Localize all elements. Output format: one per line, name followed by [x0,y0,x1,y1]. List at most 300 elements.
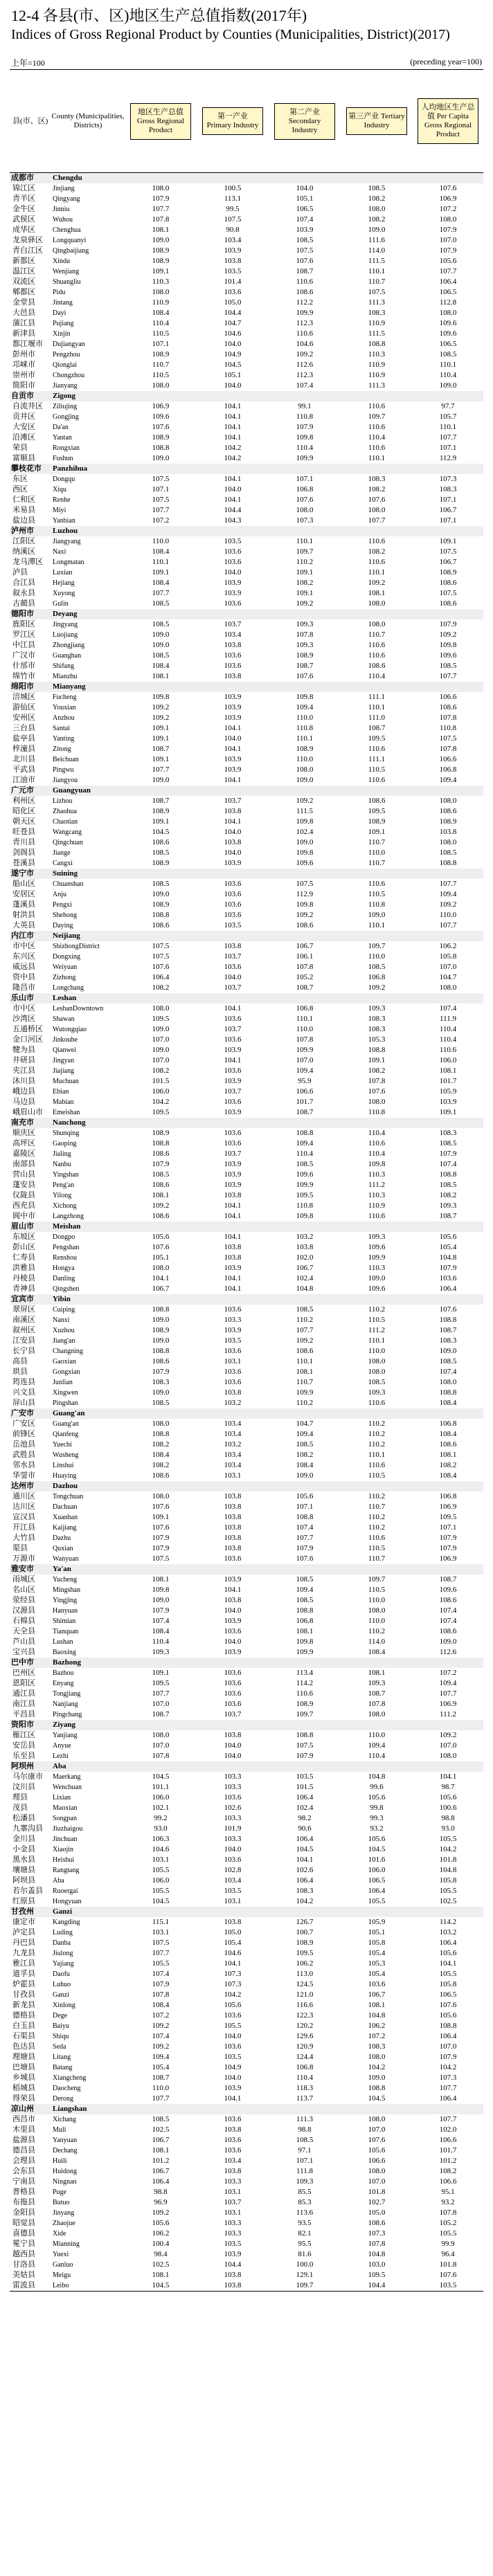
primary-value: 103.9 [224,1170,242,1179]
table-row [10,453,483,464]
percap-value: 112.6 [439,1648,457,1656]
secondary-value: 113.4 [296,1669,314,1677]
county-name-en: Da'an [53,424,69,431]
primary-value: 104.1 [224,817,242,826]
grp-value: 108.0 [152,1264,170,1272]
grp-value: 105.6 [152,1233,170,1241]
secondary-value: 110.8 [296,1201,314,1210]
grp-value: 106.7 [152,1285,170,1293]
table-row [10,1460,483,1471]
group-name-cn: 泸州市 [10,526,51,536]
tertiary-value: 110.2 [368,1523,386,1532]
primary-value: 103.8 [224,2167,242,2175]
percap-value: 107.5 [439,589,457,597]
secondary-value: 106.4 [296,1876,314,1885]
header-percap-label: 人均地区生产总值 Per Capita Gross Regional Product [418,98,478,144]
grp-value: 109.8 [152,1586,170,1594]
secondary-value: 109.8 [296,817,314,826]
tertiary-value: 104.8 [368,2011,386,2020]
table-row [10,983,483,993]
tertiary-value: 110.9 [368,319,386,327]
percap-value: 108.5 [439,1357,457,1366]
grp-value: 108.5 [152,1399,170,1407]
county-name-cn: 简阳市 [12,381,35,390]
percap-value: 107.7 [439,267,457,275]
tertiary-value: 107.0 [368,2177,386,2186]
tertiary-value: 108.0 [368,1357,386,1366]
county-name-cn: 米易县 [12,506,35,514]
county-name-en: Shawan [53,1015,75,1023]
county-name-cn: 雨城区 [12,1575,35,1584]
tertiary-value: 108.3 [368,2042,386,2051]
table-row [10,1305,483,1315]
county-name-cn: 甘孜县 [12,1990,35,1999]
county-name-cn: 大竹县 [12,1534,35,1542]
primary-value: 103.6 [224,1679,242,1687]
secondary-value: 112.9 [296,890,314,898]
table-row [10,858,483,869]
county-name-cn: 大英县 [12,921,35,929]
secondary-value: 107.1 [296,1503,314,1511]
grp-value: 107.4 [152,1617,170,1625]
table-row [10,713,483,723]
secondary-value: 106.8 [296,485,314,493]
table-row [10,1357,483,1367]
secondary-value: 110.0 [296,755,314,763]
tertiary-value: 108.2 [368,485,386,493]
primary-value: 103.8 [224,1731,242,1739]
group-row [10,526,483,536]
secondary-value: 109.6 [296,1170,314,1179]
tertiary-value: 110.1 [368,568,386,577]
county-name-en: Qingbaijiang [53,247,89,255]
table-row [10,848,483,858]
tertiary-value: 111.1 [368,755,385,763]
primary-value: 103.9 [224,714,242,722]
secondary-value: 93.5 [298,2219,312,2227]
group-name-en: Luzhou [51,526,483,536]
header-tertiary [341,70,413,173]
grp-value: 109.0 [152,1316,170,1324]
tertiary-value: 110.3 [368,1170,386,1179]
primary-value: 103.6 [224,1554,242,1563]
county-name-en: Jinchuan [53,1835,78,1843]
county-name-en: Jiang'an [53,1337,75,1345]
tertiary-value: 109.2 [368,983,386,992]
county-name-cn: 江安县 [12,1336,35,1345]
county-name-cn: 石棉县 [12,1617,35,1625]
secondary-value: 109.9 [296,454,314,462]
county-name-en: Baoxing [53,1649,76,1656]
table-row [10,817,483,827]
grp-value: 107.6 [152,1523,170,1532]
tertiary-value: 110.3 [368,350,386,359]
secondary-value: 107.9 [296,1752,314,1760]
group-row [10,1481,483,1491]
table-row [10,1045,483,1055]
primary-value: 104.0 [224,2032,242,2040]
county-name-en: Lezhi [53,1752,69,1760]
primary-value: 103.8 [224,1513,242,1521]
county-name-en: Xuanhan [53,1514,78,1521]
primary-value: 103.6 [224,2115,242,2123]
secondary-value: 109.4 [296,1586,314,1594]
tertiary-value: 105.3 [368,1959,386,1968]
grp-value: 106.4 [152,2177,170,2186]
percap-value: 106.9 [439,1554,457,1563]
county-name-en: Jinyang [53,2209,75,2217]
table-row [10,2135,483,2146]
indices-table [10,69,483,2292]
table-row [10,1865,483,1876]
table-row [10,578,483,588]
grp-value: 108.1 [152,1575,170,1584]
county-name-cn: 盐亭县 [12,734,35,743]
table-row [10,2177,483,2187]
primary-value: 104.1 [224,412,242,421]
table-row [10,588,483,599]
grp-value: 115.1 [152,1918,170,1926]
county-name-en: Beichuan [53,756,79,763]
county-name-cn: 西区 [12,485,28,493]
primary-value: 103.6 [224,2042,242,2051]
county-name-cn: 威远县 [12,963,35,971]
county-name-en: Rongxian [53,444,80,452]
county-name-en: Wuhou [53,216,73,224]
tertiary-value: 108.6 [368,2219,386,2227]
tertiary-value: 110.6 [368,641,386,649]
county-name-cn: 汉源县 [12,1606,35,1615]
table-row [10,484,483,495]
secondary-value: 108.0 [296,765,314,774]
county-name-en: Shimian [53,1617,76,1625]
table-row [10,941,483,952]
table-row [10,1678,483,1689]
table-row [10,1575,483,1585]
county-name-cn: 华蓥市 [12,1471,35,1480]
tertiary-value: 111.0 [368,714,385,722]
percap-value: 104.1 [439,1772,457,1781]
table-row [10,1844,483,1855]
primary-value: 103.8 [224,1243,242,1251]
county-name-en: Yanbian [53,517,75,525]
table-row [10,1097,483,1107]
secondary-value: 100.0 [296,2260,314,2269]
grp-value: 107.9 [152,1534,170,1542]
group-name-cn: 攀枝花市 [10,464,51,474]
secondary-value: 107.9 [296,1544,314,1552]
table-row [10,1554,483,1564]
primary-value: 103.8 [224,672,242,680]
county-name-en: Santai [53,725,70,732]
county-name-en: Danba [53,1939,71,1947]
county-name-en: Pengzhou [53,351,80,359]
secondary-value: 124.4 [296,2053,314,2061]
county-name-cn: 宣汉县 [12,1513,35,1521]
tertiary-value: 109.5 [368,734,386,743]
tertiary-value: 111.5 [368,257,385,265]
table-row [10,360,483,370]
county-name-cn: 金口河区 [12,1035,43,1044]
primary-value: 103.7 [224,983,242,992]
county-name-cn: 西昌市 [12,2115,35,2123]
percap-value: 105.8 [439,1980,457,1988]
grp-value: 103.1 [152,1928,170,1936]
county-name-cn: 筠连县 [12,1378,35,1386]
primary-value: 104.1 [224,1004,242,1013]
group-name-cn: 广安市 [10,1408,51,1419]
percap-value: 105.6 [439,1949,457,1957]
county-name-cn: 成华区 [12,226,35,234]
grp-value: 110.5 [152,329,170,338]
grp-value: 108.6 [152,838,170,846]
county-name-cn: 阿坝县 [12,1876,35,1885]
primary-value: 104.0 [224,485,242,493]
county-name-en: Rangtang [53,1867,80,1874]
table-row [10,1876,483,1886]
primary-value: 103.6 [224,1368,242,1376]
primary-value: 103.4 [224,1876,242,1885]
secondary-value: 102.4 [296,1804,314,1812]
secondary-value: 111.3 [296,2115,313,2123]
percap-value: 108.1 [439,1451,457,1459]
county-name-en: Miyi [53,507,66,514]
county-name-en: Daofu [53,1970,70,1978]
tertiary-value: 109.7 [368,942,386,950]
county-name-cn: 温江区 [12,267,35,275]
county-name-en: Jinniu [53,206,70,213]
primary-value: 103.4 [224,1430,242,1438]
percap-value: 108.6 [439,599,457,608]
county-name-en: Xuyong [53,590,75,597]
county-name-en: Tongjiang [53,1690,81,1698]
percap-value: 106.7 [439,558,457,566]
grp-value: 108.9 [152,859,170,867]
table-row [10,495,483,505]
table-row [10,1533,483,1543]
tertiary-value: 110.5 [368,765,386,774]
county-name-en: Luhuo [53,1981,71,1988]
secondary-value: 105.2 [296,973,314,981]
county-name-cn: 巴塘县 [12,2063,35,2071]
tertiary-value: 108.3 [368,1025,386,1033]
county-name-en: Shiqu [53,2033,69,2040]
county-name-cn: 炉霍县 [12,1980,35,1988]
secondary-value: 108.8 [296,1606,314,1615]
county-name-en: Xiangcheng [53,2074,87,2082]
tertiary-value: 108.3 [368,309,386,317]
header-county-en [51,70,125,173]
county-name-cn: 江油市 [12,776,35,784]
primary-value: 103.6 [224,1129,242,1137]
county-name-en: Hejiang [53,579,75,587]
tertiary-value: 106.8 [368,973,386,981]
percap-value: 108.8 [439,2022,457,2030]
header-secondary-label: 第二产业 Secondary Industry [274,103,335,140]
group-row [10,1564,483,1575]
table-row [10,827,483,837]
primary-value: 105.5 [224,2022,242,2030]
county-name-en: Anju [53,891,66,898]
grp-value: 108.6 [152,1150,170,1158]
county-name-en: Lixian [53,1794,71,1802]
percap-value: 110.1 [439,423,457,431]
primary-value: 107.3 [224,1980,242,1988]
county-name-cn: 金堂县 [12,298,35,307]
secondary-value: 109.4 [296,1067,314,1075]
county-name-cn: 金阳县 [12,2208,35,2217]
secondary-value: 108.4 [296,1461,314,1469]
primary-value: 103.6 [224,1627,242,1635]
table-row [10,1076,483,1087]
table-row [10,1211,483,1222]
tertiary-value: 110.4 [368,1752,386,1760]
secondary-value: 108.8 [296,1731,314,1739]
county-name-en: Litang [53,2053,71,2061]
county-name-cn: 松潘县 [12,1814,35,1822]
county-name-en: Shuangliu [53,278,81,286]
percap-value: 106.6 [439,2136,457,2144]
primary-value: 104.0 [224,568,242,577]
tertiary-value: 107.8 [368,2240,386,2248]
grp-value: 110.7 [152,361,170,369]
percap-value: 107.9 [439,1544,457,1552]
secondary-value: 85.3 [298,2198,312,2206]
grp-value: 109.2 [152,2042,170,2051]
primary-value: 103.5 [224,1887,242,1895]
primary-value: 103.6 [224,1378,242,1386]
primary-value: 104.1 [224,1285,242,1293]
county-name-en: Chenghua [53,226,81,234]
primary-value: 103.9 [224,1326,242,1334]
tertiary-value: 99.3 [370,1814,384,1822]
primary-value: 103.9 [224,2250,242,2258]
percap-value: 108.3 [439,1129,457,1137]
county-name-en: Luojiang [53,631,78,639]
secondary-value: 108.1 [296,1368,314,1376]
secondary-value: 105.1 [296,194,314,203]
table-row [10,1637,483,1647]
tertiary-value: 104.4 [341,2280,413,2292]
tertiary-value: 109.7 [368,412,386,421]
secondary-value: 109.2 [296,797,314,805]
grp-value: 104.2 [152,1098,170,1106]
table-row [10,2021,483,2031]
secondary-value: 110.0 [296,1025,314,1033]
grp-value: 108.2 [152,1440,170,1449]
primary-value: 103.8 [197,2280,269,2292]
county-name-en: LeshanDowntown [53,1005,104,1013]
primary-value: 104.1 [224,433,242,442]
table-row [10,754,483,765]
percap-value: 107.2 [439,1669,457,1677]
grp-value: 106.0 [152,1087,170,1096]
secondary-value: 113.7 [296,2094,314,2103]
tertiary-value: 110.8 [368,1108,386,1116]
tertiary-value: 110.6 [368,423,386,431]
header-primary-label: 第一产业 Primary Industry [202,107,263,135]
county-name-en: Gongxian [53,1368,80,1376]
secondary-value: 116.6 [296,2001,314,2009]
county-name-cn: 若尔盖县 [12,1887,43,1895]
header-grp [125,70,197,173]
secondary-value: 110.2 [296,1399,314,1407]
group-name-en: Chengdu [51,173,483,184]
county-name-en: Aba [53,1877,64,1885]
secondary-value: 107.8 [296,963,314,971]
percap-value: 112.8 [439,298,457,307]
county-name-en: Jialing [53,1150,71,1158]
percap-value: 106.7 [439,506,457,514]
grp-value: 109.0 [152,631,170,639]
county-name-cn: 广安区 [12,1419,35,1428]
county-name-cn: 五通桥区 [12,1025,43,1033]
county-name-en: Heishui [53,1856,75,1864]
county-name-en: Cuiping [53,1306,75,1314]
group-row [10,1907,483,1917]
county-name-cn: 达川区 [12,1503,35,1511]
percap-value: 108.2 [439,2167,457,2175]
percap-value: 109.6 [439,651,457,660]
tertiary-value: 106.4 [368,1887,386,1895]
tertiary-value: 110.1 [368,1451,386,1459]
secondary-value: 112.6 [296,361,314,369]
county-name-en: Jianyang [53,382,78,390]
percap-value: 111.9 [440,1015,456,1023]
secondary-value: 121.0 [296,1990,314,1999]
tertiary-value: 99.6 [370,1783,384,1791]
tertiary-value: 104.8 [368,2250,386,2258]
primary-value: 104.6 [224,329,242,338]
unit-note-en: (preceding year=100) [410,57,482,66]
secondary-value: 103.9 [296,226,314,234]
group-name-cn: 宜宾市 [10,1294,51,1305]
tertiary-value: 110.6 [368,880,386,888]
grp-value: 108.0 [152,1731,170,1739]
percap-value: 108.3 [439,485,457,493]
primary-value: 103.6 [224,1689,242,1698]
primary-value: 104.1 [224,1201,242,1210]
county-name-en: Mianzhu [53,673,78,680]
grp-value: 106.4 [152,973,170,981]
grp-value: 109.0 [152,1596,170,1604]
tertiary-value: 110.6 [368,1534,386,1542]
county-name-cn: 叙州区 [12,1326,35,1334]
primary-value: 103.9 [224,1575,242,1584]
primary-value: 105.4 [224,1939,242,1947]
grp-value: 109.1 [152,267,170,275]
primary-value: 104.0 [224,973,242,981]
table-row [10,1055,483,1066]
percap-value: 108.0 [439,983,457,992]
table-row [10,1699,483,1709]
percap-value: 108.6 [439,807,457,815]
county-name-cn: 西充县 [12,1201,35,1210]
county-name-cn: 古蔺县 [12,599,35,608]
percap-value: 106.5 [439,340,457,348]
secondary-value: 95.5 [298,2240,312,2248]
tertiary-value: 105.6 [368,1793,386,1802]
primary-value: 103.9 [224,1108,242,1116]
county-name-cn: 彭州市 [12,350,35,359]
percap-value: 106.2 [439,942,457,950]
secondary-value: 90.6 [298,1824,312,1833]
percap-value: 107.2 [439,205,457,213]
county-name-en: Nanjiang [53,1700,78,1708]
primary-value: 103.8 [224,1253,242,1262]
table-row [10,692,483,702]
primary-value: 104.1 [224,1212,242,1220]
